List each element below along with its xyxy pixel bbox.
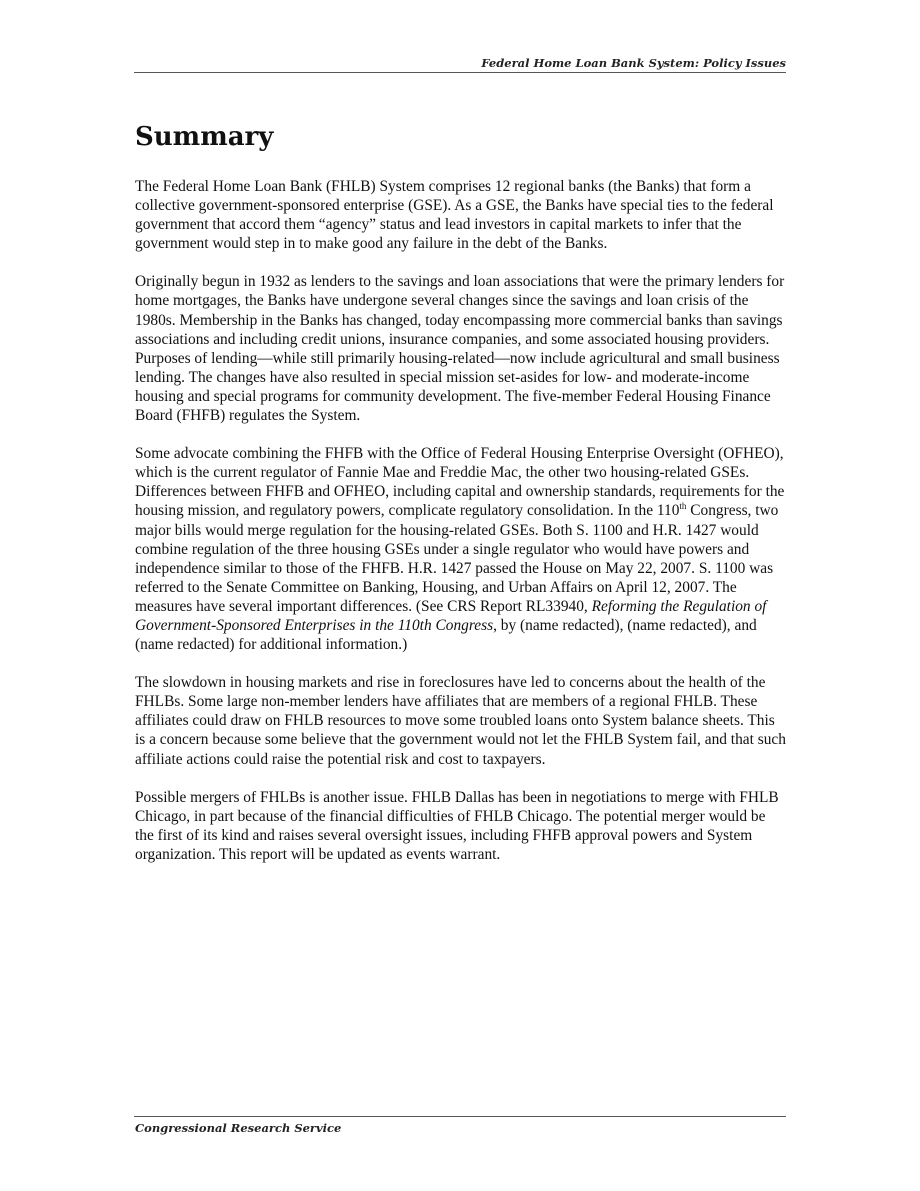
paragraph-5: Possible mergers of FHLBs is another issue. FHLB Dallas has been in negotiations to merge with FHLB Chicago, in part because of the financial difficulties of FHLB Chicago. The potential merger would be the first of its kind and raises several oversight issues, including FHFB approval powers and System organization. This report will be updated as events warrant.	[135, 788, 779, 863]
ordinal-superscript: th	[679, 501, 687, 512]
paragraph-3-text-c: , by (name redacted), (name redacted), and (name redacted) for additional information.)	[135, 616, 757, 654]
header-divider	[134, 72, 786, 73]
paragraph-3-text-a: Some advocate combining the FHFB with the Office of Federal Housing Enterprise Oversight (OFHEO), which is the current regulator of Fannie Mae and Freddie Mac, the other two housing-related GSEs. Differences between FHFB and OFHEO, including capital and ownership standards, requirements for the housing mission, and regulatory powers, complicate regulatory consolidation. In the 110	[135, 445, 785, 520]
paragraph-3	[135, 444, 787, 654]
paragraph-4: The slowdown in housing markets and rise in foreclosures have led to concerns about the health of the FHLBs. Some large non-member lenders have affiliates that are members of a regional FHLB. These affiliates could draw on FHLB resources to move some troubled loans onto System balance sheets. This is a concern because some believe that the government would not let the FHLB System fail, and that such affiliate actions could raise the potential risk and cost to taxpayers.	[135, 674, 786, 768]
summary-body	[135, 177, 787, 883]
paragraph-3-text-b: Congress, two major bills would merge regulation for the housing-related GSEs. Both S. 1100 and H.R. 1427 would combine regulation of the three housing GSEs under a single regulator who would have powers and independence similar to those of the FHFB. H.R. 1427 passed the House on May 22, 2007. S. 1100 was referred to the Senate Committee on Banking, Housing, and Urban Affairs on April 12, 2007. The measures have several important differences. (See CRS Report RL33940,	[135, 502, 779, 615]
report-title: Reforming the Regulation of Government-Sponsored Enterprises in the 110th Congress	[135, 597, 767, 634]
paragraph-2: Originally begun in 1932 as lenders to the savings and loan associations that were the primary lenders for home mortgages, the Banks have undergone several changes since the savings and loan crisis of the 1980s. Membership in the Banks has changed, today encompassing more commercial banks than savings associations and including credit unions, insurance companies, and some associated housing providers. Purposes of lending—while still primarily housing-related—now include agricultural and small business lending. The changes have also resulted in special mission set-asides for low- and moderate-income housing and special programs for community development. The five-member Federal Housing Finance Board (FHFB) regulates the System.	[135, 273, 785, 425]
running-header: Federal Home Loan Bank System: Policy Issues	[481, 56, 786, 70]
footer-divider	[134, 1116, 786, 1117]
footer-publisher: Congressional Research Service	[135, 1121, 342, 1135]
paragraph-1: The Federal Home Loan Bank (FHLB) System comprises 12 regional banks (the Banks) that form a collective government-sponsored enterprise (GSE). As a GSE, the Banks have special ties to the federal government that accord them “agency” status and lead investors in capital markets to infer that the government would step in to make good any failure in the debt of the Banks.	[135, 178, 774, 253]
page-title: Summary	[135, 122, 274, 152]
